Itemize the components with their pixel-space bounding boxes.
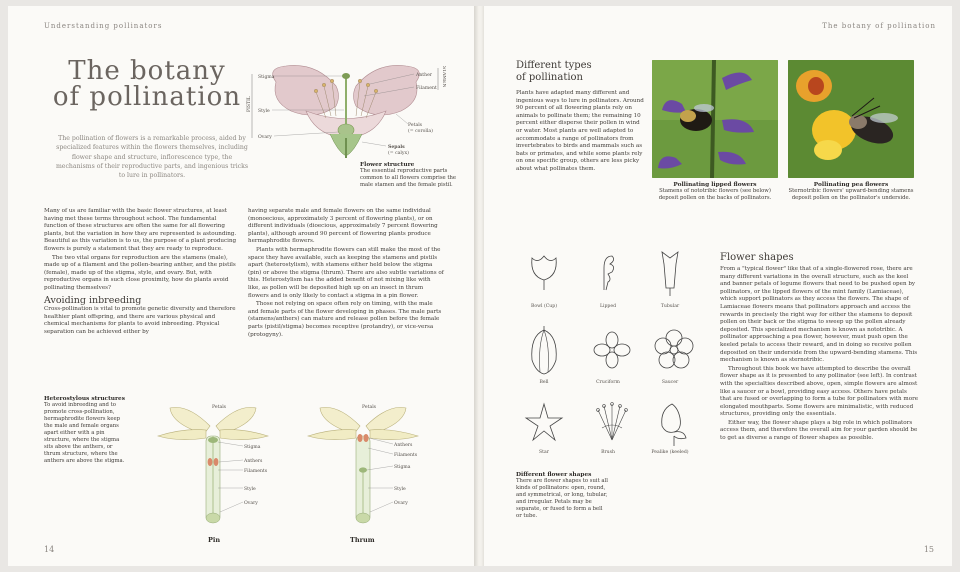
- photo-lipped-illustration: [652, 60, 778, 178]
- photo1-caption-block: [652, 182, 778, 202]
- label-calyx: (= calyx): [388, 151, 409, 156]
- types-heading-line-2: of pollination: [516, 72, 583, 83]
- shapes-caption-block: [516, 472, 608, 520]
- petal-right: [354, 65, 420, 115]
- flower-shapes-paragraph-3: Either way, the flower shape plays a big role in which pollinators access them, and therefore the overall aim for your garden should be to get as diverse a range of flower shapes as possible.: [720, 419, 918, 442]
- flower-structure-title: Flower structure: [360, 162, 415, 168]
- shapes-caption: There are flower shapes to suit all kinds of pollinators: open, round, and symmetrical, or long, tubular, and irregular. Petals may be separate, or fused to form a bell or tube.: [516, 478, 608, 519]
- body-column-1: [44, 208, 240, 338]
- photo-lipped-flowers: [652, 60, 778, 178]
- hetero-caption: To avoid inbreeding and to promote cross-pollination, hermaphrodite flowers keep the male and female organs apart either with a pin structure, where the stigma sits above the anthers, or thrum structure, where the anthers are above the stigma.: [44, 402, 125, 464]
- flower-shapes-paragraph-1: From a "typical flower" like that of a single-flowered rose, there are many different variations in the overall structure, such as the keel and banner petals of legume flowers that need to be pushed open by pollinators, or the lipped flowers of the mint family (Lamiaceae), which support pollinators as they access the flowers. The shape of Lamiaceae flowers means that pollinators approach and access the rewards in precisely the right way for either the stamens to deposit pollen on their back or the stigma to sweep up the pollen already deposited. This specialized mechanism is known as nototribic. A pollinator approaching a pea flower, however, must push open the keeled petals to access their reward, and in doing so receive pollen deposited on their underside from the upward-bending stamens. This mechanism is known as sternotribic.: [720, 266, 918, 364]
- bowl-shape-icon: [528, 250, 560, 290]
- title-line-1: The botany: [68, 56, 226, 86]
- label-corolla: (= corolla): [408, 129, 433, 134]
- types-heading: [516, 60, 646, 84]
- photo-pea-illustration: [788, 60, 914, 178]
- lipped-shape-icon: [594, 250, 622, 294]
- shape-label-bowl: Bowl (Cup): [530, 304, 557, 309]
- thrum-label-stigma: Stigma: [394, 465, 411, 470]
- label-style: Style: [258, 109, 270, 114]
- label-ovary: Ovary: [258, 135, 272, 140]
- shape-label-cruciform: Cruciform: [596, 380, 620, 385]
- photo1-title: Pollinating lipped flowers: [673, 182, 757, 188]
- body-column-2: [248, 208, 444, 340]
- pin-label-stigma: Stigma: [244, 445, 261, 450]
- types-heading-line-1: Different types: [516, 60, 592, 71]
- col1-paragraph-3: Cross-pollination is vital to promote genetic diversity and therefore healthier plant offspring, and there are various physical and chemical mechanisms for plants to avoid inbreeding. Physical separation can be achieved either by: [44, 306, 236, 335]
- label-petals: Petals: [408, 123, 423, 128]
- running-head-right: The botany of pollination: [822, 22, 936, 30]
- star-shape-icon: [524, 402, 564, 442]
- label-anther: Anther: [416, 73, 432, 78]
- thrum-label-anthers: Anthers: [394, 443, 413, 448]
- saucer-shape-icon: [652, 328, 696, 372]
- flower-shapes-section: [720, 252, 920, 444]
- col1-paragraph-2: The two vital organs for reproduction are the stamens (male), made up of a filament and the pollen-bearing anther, and the pistils (female), made up of the stigma, style, and ovary. But, with reproductive organs in such close proximity, how do plants avoid pollinating themselves?: [44, 254, 236, 291]
- shapes-title: Different flower shapes: [516, 472, 592, 478]
- page-title: [42, 58, 252, 110]
- tubular-shape-icon: [658, 248, 682, 296]
- photo-pea-flowers: [788, 60, 914, 178]
- shape-label-star: Star: [539, 450, 549, 455]
- photo2-title: Pollinating pea flowers: [813, 182, 889, 188]
- label-filament: Filament: [416, 86, 437, 91]
- pin-label-style: Style: [244, 487, 256, 492]
- pin-title: Pin: [208, 536, 221, 544]
- avoid-inbreeding-heading: Avoiding inbreeding: [44, 294, 142, 306]
- flower-shapes-paragraph-2: Throughout this book we have attempted to describe the overall flower shape as it is presented to any pollinator (see left). In contrast with the specialties described above, open, simple flowers are almost like a saucer or a bowl, providing easy access. Others have petals that are fused or overlapping to form a tube for pollinators with more elongated mouthparts. Some flowers are minimalistic, with reduced structures, providing only the essentials.: [720, 365, 919, 418]
- hetero-caption-block: [44, 396, 128, 465]
- brush-shape-icon: [592, 402, 632, 442]
- shape-label-brush: Brush: [601, 450, 615, 455]
- thrum-title: Thrum: [350, 536, 375, 544]
- intro-text: The pollination of flowers is a remarkable process, aided by specialized features within the flowers themselves, including flower shape and structure, inflorescence type, the mechanisms of their reproductive parts, and ingenious tricks to lure in pollinators.: [55, 135, 249, 180]
- flower-structure-caption: The essential reproductive parts common to all flowers comprise the male stamen and the female pistil.: [360, 168, 457, 188]
- bell-shape-icon: [526, 326, 562, 378]
- types-text: Plants have adapted many different and ingenious ways to lure in pollinators. Around 90 percent of all flowering plants rely on animals to pollinate them; the remaining 10 percent either disperse their pollen in wind or water. Most plants are well adapted to accommodate a range of pollinators from invertebrates to birds and mammals such as bats or primates, and while some plants rely on one specific group, others are less picky about what pollinates them.: [516, 90, 644, 172]
- stigma-head: [342, 73, 350, 79]
- hetero-title: Heterostylous structures: [44, 396, 125, 402]
- pin-label-petals: Petals: [212, 405, 227, 410]
- thrum-label-filaments: Filaments: [394, 453, 418, 458]
- flower-structure-caption-block: [360, 162, 460, 189]
- col2-paragraph-2: Plants with hermaphrodite flowers can still make the most of the space they have available, such as keeping the stamens and pistils apart (heterostylism), with stamens either held below the stigma (pin) or above the stigma (thrum). There are also subtle variations of this. Heterostylism has the added benefit of not mixing like with like, as pollen will be deposited high up on an insect in thrum flowers and is only likely to contact a stigma in a pin flower.: [248, 246, 444, 299]
- shape-label-pealike: Pealike (keeled): [651, 450, 689, 455]
- col1-paragraph-1: Many of us are familiar with the basic flower structures, at least having met these terms throughout school. The fundamental function of these structures are often the same for all flowering plants, but the variation in how they are represented is astounding. Beautiful as this variation is to us, the purpose of a plant producing flowers is purely a statement that they are ready to reproduce.: [44, 208, 237, 252]
- shape-label-lipped: Lipped: [599, 304, 617, 309]
- photo1-caption: Stamens of nototribic flowers (see below) deposit pollen on the backs of pollinators.: [658, 188, 772, 201]
- pin-label-filaments: Filaments: [244, 469, 268, 474]
- pin-label-anthers: Anthers: [244, 459, 263, 464]
- left-page: [8, 6, 476, 566]
- thrum-label-petals: Petals: [362, 405, 377, 410]
- photo2-caption-block: [788, 182, 914, 202]
- page-number-right: 15: [923, 545, 934, 554]
- petal-left: [273, 65, 339, 115]
- pin-label-ovary: Ovary: [244, 501, 258, 506]
- col2-paragraph-3: Those not relying on space often rely on timing, with the male and female parts of the flower developing in phases. The male parts (stamens/anthers) can mature and release pollen before the female parts (pistil/stigma) becomes receptive (protandry), or vice-versa (protogyny).: [248, 301, 442, 338]
- label-stigma: Stigma: [258, 75, 275, 80]
- flower-shapes-grid: [508, 242, 708, 462]
- right-page: [484, 6, 952, 566]
- thrum-label-ovary: Ovary: [394, 501, 408, 506]
- flower-shapes-heading: Flower shapes: [720, 252, 794, 263]
- label-pistil: PISTIL: [247, 96, 252, 112]
- label-stamen: STAMEN: [441, 66, 446, 88]
- thrum-diagram: [298, 390, 428, 550]
- running-head-left: Understanding pollinators: [44, 22, 163, 30]
- page-number-left: 14: [44, 545, 55, 554]
- cruciform-shape-icon: [592, 330, 632, 370]
- pealike-shape-icon: [658, 400, 692, 446]
- flower-structure-diagram: [246, 56, 446, 158]
- col2-paragraph-1: having separate male and female flowers on the same individual (monoecious, approximately 3 percent of flowering plants), or on different individuals (dioecious, approximately 7 percent flowering plants), although around 90 percent of flowering plants produce hermaphrodite flowers.: [248, 208, 438, 245]
- shape-label-tubular: Tubular: [660, 304, 680, 309]
- title-line-2: of pollination: [52, 82, 242, 112]
- shape-label-saucer: Saucer: [661, 380, 679, 385]
- photo2-caption: Sternotribic flowers' upward-bending stamens deposit pollen on the pollinator's underside.: [788, 188, 914, 201]
- types-section: [516, 60, 646, 174]
- pin-diagram: [148, 390, 278, 550]
- label-sepals: Sepals: [388, 145, 405, 150]
- thrum-label-style: Style: [394, 487, 406, 492]
- shape-label-bell: Bell: [539, 380, 549, 385]
